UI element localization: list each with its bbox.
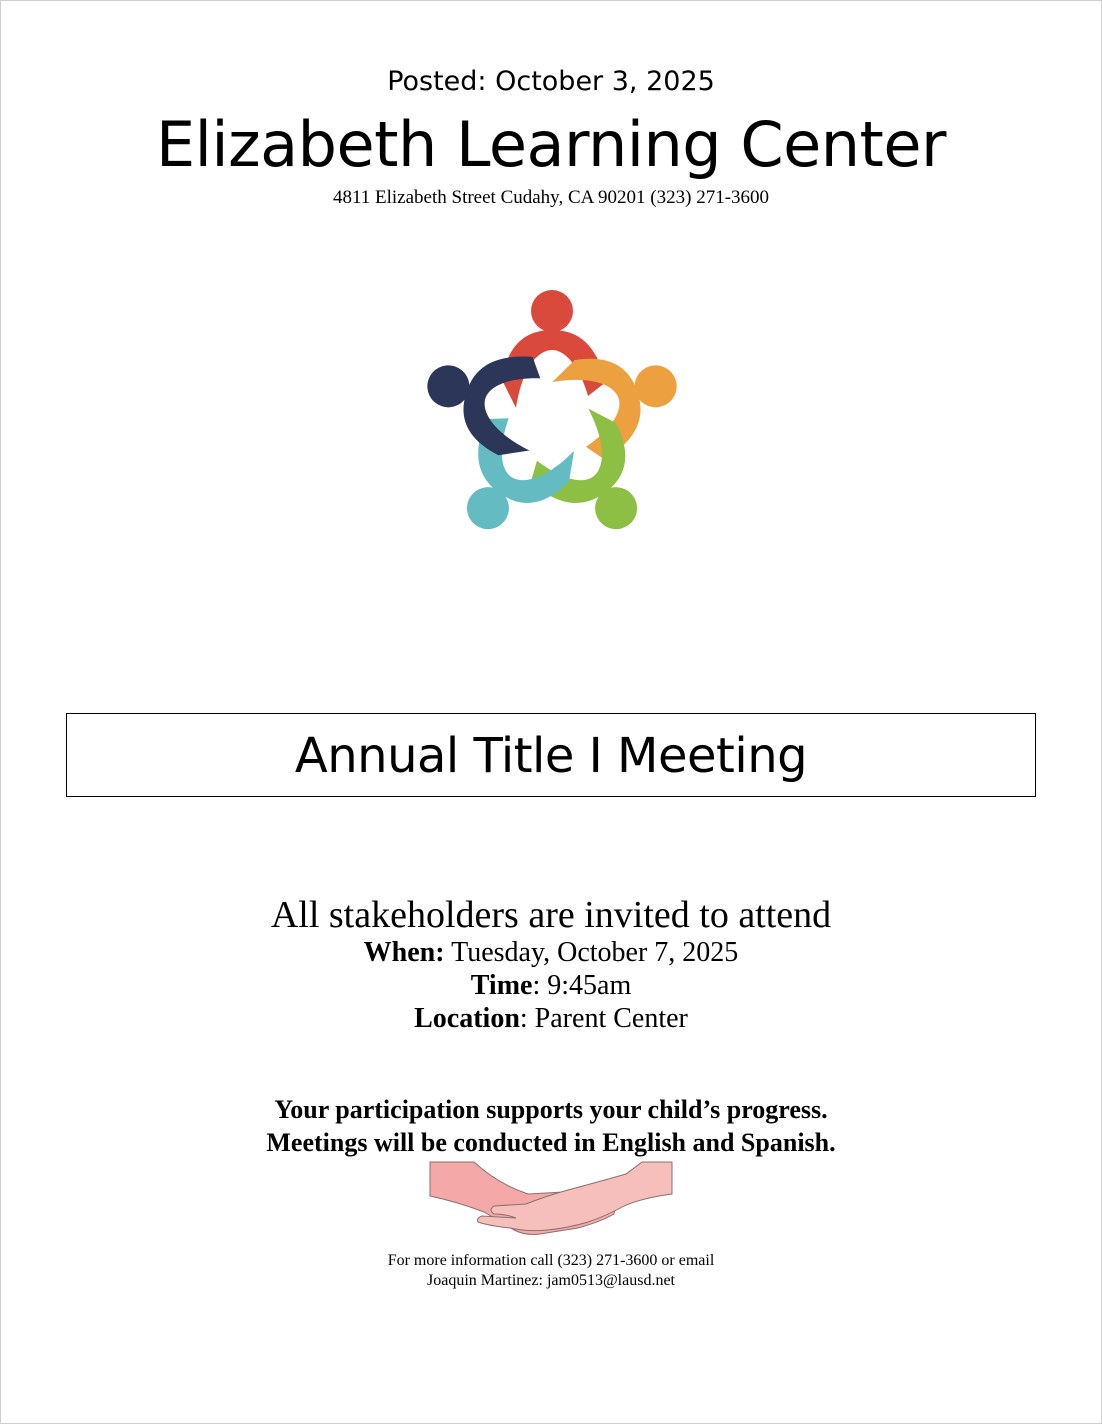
figure-red: [502, 290, 606, 408]
figure-teal: [432, 398, 585, 548]
when-label: When:: [363, 937, 445, 968]
participation-note: Your participation supports your child’s progress.: [274, 1095, 828, 1124]
location-label: Location: [414, 1003, 520, 1034]
location-value: : Parent Center: [519, 1003, 688, 1034]
time-value: : 9:45am: [532, 970, 632, 1001]
figure-green: [515, 400, 668, 548]
handshake-icon: [428, 1160, 674, 1242]
school-address: 4811 Elizabeth Street Cudahy, CA 90201 (323) 271-3600: [332, 187, 770, 208]
meeting-when: [0, 937, 1102, 969]
meeting-location: [0, 1003, 1102, 1035]
meeting-time: [0, 970, 1102, 1002]
school-name: Elizabeth Learning Center: [155, 108, 947, 181]
contact-phone-line: For more information call (323) 271-3600 or email: [387, 1252, 715, 1269]
time-label: Time: [470, 970, 533, 1001]
language-note: Meetings will be conducted in English and Spanish.: [266, 1128, 836, 1157]
meeting-title-box: [66, 713, 1036, 797]
contact-email-line: Joaquin Martinez: jam0513@lausd.net: [426, 1272, 675, 1289]
meeting-title: Annual Title I Meeting: [294, 728, 808, 784]
posted-date: Posted: October 3, 2025: [387, 66, 715, 97]
when-value: Tuesday, October 7, 2025: [444, 937, 739, 968]
invitation-text: All stakeholders are invited to attend: [270, 894, 832, 936]
five-people-circle-icon: [416, 284, 688, 548]
